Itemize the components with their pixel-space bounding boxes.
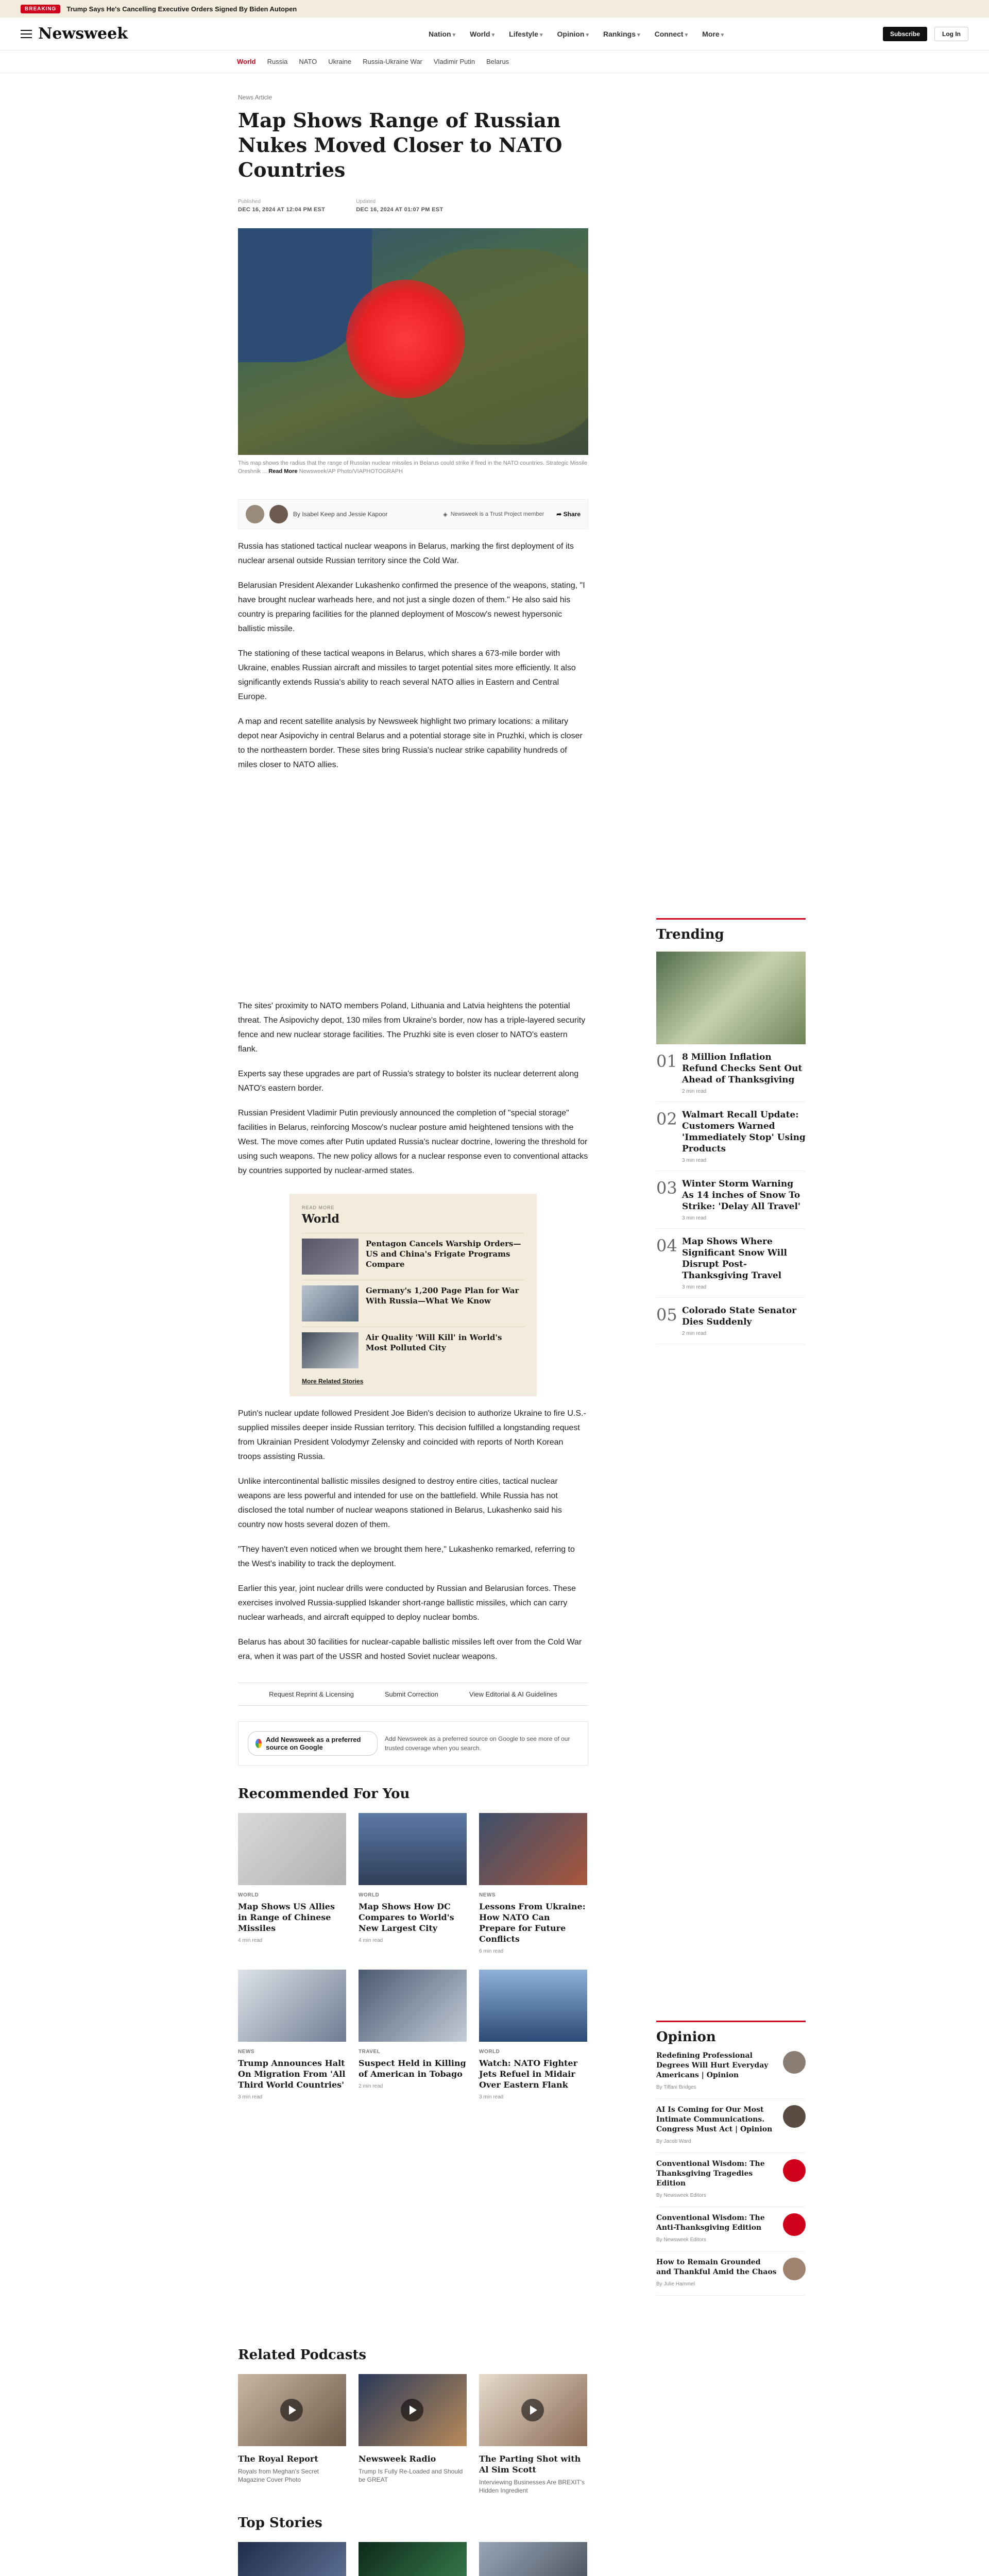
play-icon[interactable] bbox=[280, 2399, 303, 2421]
nav-nation[interactable]: Nation ▾ bbox=[429, 30, 455, 38]
related-thumbnail[interactable] bbox=[302, 1285, 359, 1321]
breaking-alert-bar[interactable] bbox=[0, 0, 989, 18]
card-thumbnail[interactable] bbox=[479, 1970, 587, 2042]
nav-connect[interactable]: Connect ▾ bbox=[655, 30, 688, 38]
recommended-card[interactable]: NEWS Lessons From Ukraine: How NATO Can Prepare for Future Conflicts 6 min read bbox=[479, 1813, 587, 1954]
hero-caption: This map shows the radius that the range of Russian nuclear missiles in Belarus could strike if fired in the NATO countries. Strategic Missile Oreshnik ... Read More Newsweek/AP Photo/VIAPHOTOGRAPH bbox=[238, 460, 588, 474]
related-label: READ MORE bbox=[302, 1205, 335, 1210]
published-label: Published bbox=[238, 199, 261, 205]
shield-icon: ◈ bbox=[443, 511, 448, 518]
related-item[interactable]: Pentagon Cancels Warship Orders—US and China's Frigate Programs Compare bbox=[302, 1233, 524, 1280]
subnav-russia[interactable]: Russia bbox=[267, 58, 288, 65]
podcast-thumbnail[interactable] bbox=[359, 2374, 467, 2446]
article-paragraph: "They haven't even noticed when we brought them here," Lukashenko remarked, referring to the West's inability to track the deployment. bbox=[238, 1545, 575, 1568]
google-icon bbox=[255, 1739, 262, 1748]
byline-bar bbox=[238, 499, 588, 529]
photo-credit: Newsweek/AP Photo/VIAPHOTOGRAPH bbox=[299, 468, 403, 474]
article-paragraph: Russian President Vladimir Putin previously announced the completion of "special storage" facilities in Belarus, reinforcing Moscow's nuclear posture amid heightened tensions with the West. The move comes after Putin updated Russia's nuclear doctrine, lowering the threshold for using such weapons. The new policy allows for a nuclear response even to conventional attacks by countries supported by nuclear-armed states. bbox=[238, 1109, 588, 1175]
trending-item[interactable]: 02 Walmart Recall Update: Customers Warned 'Immediately Stop' Using Products 3 min read bbox=[656, 1102, 806, 1171]
opinion-item[interactable]: How to Remain Grounded and Thankful Amid the Chaos By Julie Hammel bbox=[656, 2251, 806, 2296]
trending-title: Trending bbox=[656, 918, 806, 942]
card-thumbnail[interactable] bbox=[238, 1813, 346, 1885]
story-card[interactable] bbox=[238, 2542, 346, 2576]
podcasts-section bbox=[238, 2347, 588, 2495]
nav-opinion[interactable]: Opinion ▾ bbox=[557, 30, 589, 38]
recommended-card[interactable]: WORLD Watch: NATO Fighter Jets Refuel in Midair Over Eastern Flank 3 min read bbox=[479, 1970, 587, 2100]
story-card[interactable] bbox=[479, 2542, 587, 2576]
story-card[interactable] bbox=[359, 2542, 467, 2576]
opinion-item[interactable]: Redefining Professional Degrees Will Hurt Everyday Americans | Opinion By Tiffani Bridges bbox=[656, 2045, 806, 2099]
correction-link[interactable]: Submit Correction bbox=[384, 1690, 438, 1698]
related-stories-box bbox=[289, 1194, 537, 1396]
opinion-item[interactable]: Conventional Wisdom: The Anti-Thanksgiving Edition By Newsweek Editors bbox=[656, 2207, 806, 2251]
trust-project-badge[interactable]: ◈ Newsweek is a Trust Project member bbox=[443, 511, 544, 518]
subnav-russia-ukraine-war[interactable]: Russia-Ukraine War bbox=[363, 58, 422, 65]
nav-rankings[interactable]: Rankings ▾ bbox=[603, 30, 640, 38]
ad-slot bbox=[238, 772, 588, 989]
podcast-card[interactable]: Newsweek Radio Trump Is Fully Re-Loaded and Should be GREAT bbox=[359, 2374, 467, 2495]
play-icon[interactable] bbox=[521, 2399, 544, 2421]
trending-item[interactable]: 01 8 Million Inflation Refund Checks Sent Out Ahead of Thanksgiving 2 min read bbox=[656, 1044, 806, 1102]
newsweek-logo-icon[interactable] bbox=[783, 2213, 806, 2236]
related-thumbnail[interactable] bbox=[302, 1239, 359, 1275]
more-related-link[interactable]: More Related Stories bbox=[302, 1378, 364, 1385]
article-paragraph: Putin's nuclear update followed President Joe Biden's decision to authorize Ukraine to fire U.S.-supplied missiles deeper inside Russian territory. This decision fulfilled a longstanding request from Ukrainian President Volodymyr Zelensky and coincided with reports of North Korean troops assisting Russia. bbox=[238, 1409, 586, 1461]
updated-label: Updated bbox=[356, 199, 376, 205]
subnav-ukraine[interactable]: Ukraine bbox=[328, 58, 352, 65]
google-preferred-text: Add Newsweek as a preferred source on Google to see more of our trusted coverage when you search. bbox=[384, 1735, 570, 1752]
recommended-card[interactable]: NEWS Trump Announces Halt On Migration From 'All Third World Countries' 3 min read bbox=[238, 1970, 346, 2100]
card-thumbnail[interactable] bbox=[238, 1970, 346, 2042]
byline-text[interactable]: By Isabel Keep and Jessie Kapoor bbox=[293, 511, 388, 518]
subnav-world[interactable]: World bbox=[237, 58, 256, 65]
logo-text[interactable]: Newsweek bbox=[38, 25, 128, 43]
article-headline: Map Shows Range of Russian Nukes Moved Closer to NATO Countries bbox=[238, 109, 562, 181]
subnav-vladimir-putin[interactable]: Vladimir Putin bbox=[433, 58, 475, 65]
card-thumbnail[interactable] bbox=[359, 1970, 467, 2042]
podcast-card[interactable]: The Royal Report Royals from Meghan's Secret Magazine Cover Photo bbox=[238, 2374, 346, 2495]
recommended-section bbox=[238, 1786, 588, 2100]
related-title[interactable]: World bbox=[302, 1212, 339, 1226]
trending-item[interactable]: 03 Winter Storm Warning As 14 inches of Snow To Strike: 'Delay All Travel' 3 min read bbox=[656, 1171, 806, 1229]
site-logo[interactable] bbox=[21, 25, 128, 43]
trending-item[interactable]: 04 Map Shows Where Significant Snow Will Disrupt Post-Thanksgiving Travel 3 min read bbox=[656, 1229, 806, 1298]
login-button[interactable]: Log In bbox=[934, 27, 968, 41]
podcast-thumbnail[interactable] bbox=[479, 2374, 587, 2446]
play-icon[interactable] bbox=[401, 2399, 423, 2421]
author-avatar[interactable] bbox=[783, 2105, 806, 2128]
article-paragraph: The stationing of these tactical weapons in Belarus, which shares a 673-mile border with Ukraine, enables Russian aircraft and missiles to target potential sites more efficiently. It also significantly extends Russia's ability to reach several NATO allies in Eastern and Central Europe. bbox=[238, 649, 576, 701]
nav-world[interactable]: World ▾ bbox=[470, 30, 494, 38]
published-date: DEC 16, 2024 AT 12:04 PM EST bbox=[238, 207, 326, 213]
google-preferred-source-box bbox=[238, 1721, 588, 1766]
opinion-item[interactable]: AI Is Coming for Our Most Intimate Communications. Congress Must Act | Opinion By Jacob Ward bbox=[656, 2099, 806, 2153]
author-avatar[interactable] bbox=[783, 2051, 806, 2074]
newsweek-logo-icon[interactable] bbox=[783, 2159, 806, 2182]
trending-item[interactable]: 05 Colorado State Senator Dies Suddenly 2 min read bbox=[656, 1298, 806, 1344]
article-paragraph: Russia has stationed tactical nuclear weapons in Belarus, marking the first deployment of its nuclear arsenal outside Russian territory since the Cold War. bbox=[238, 542, 574, 565]
top-stories-title: Top Stories bbox=[238, 2515, 322, 2531]
author-avatar[interactable] bbox=[269, 505, 288, 523]
article-actions bbox=[238, 1683, 588, 1706]
site-header bbox=[0, 18, 989, 50]
recommended-card[interactable]: TRAVEL Suspect Held in Killing of American in Tobago 2 min read bbox=[359, 1970, 467, 2100]
recommended-card[interactable]: WORLD Map Shows How DC Compares to World's New Largest City 4 min read bbox=[359, 1813, 467, 1954]
opinion-sidebar bbox=[656, 2021, 806, 2296]
card-thumbnail[interactable] bbox=[359, 2542, 467, 2576]
nav-lifestyle[interactable]: Lifestyle ▾ bbox=[509, 30, 542, 38]
share-icon: ➦ bbox=[556, 511, 564, 518]
card-thumbnail[interactable] bbox=[479, 2542, 587, 2576]
nav-more[interactable]: More ▾ bbox=[702, 30, 724, 38]
article-type-label: News Article bbox=[238, 94, 272, 101]
subscribe-button[interactable]: Subscribe bbox=[883, 27, 927, 41]
podcast-card[interactable]: The Parting Shot with Al Sim Scott Interviewing Businesses Are BREXIT's Hidden Ingredient bbox=[479, 2374, 587, 2495]
google-preferred-button[interactable]: Add Newsweek as a preferred source on Google bbox=[248, 1731, 378, 1756]
podcast-thumbnail[interactable] bbox=[238, 2374, 346, 2446]
recommended-card[interactable]: WORLD Map Shows US Allies in Range of Chinese Missiles 4 min read bbox=[238, 1813, 346, 1954]
breaking-pill: BREAKING bbox=[21, 5, 60, 13]
article-paragraph: The sites' proximity to NATO members Poland, Lithuania and Latvia heightens the potential threat. The Asipovichy depot, 130 miles from Ukraine's border, now has a triple-layered security fence and new nuclear storage facilities. The Pruzhki site is even closer to NATO's eastern flank. bbox=[238, 1002, 586, 1054]
article bbox=[238, 94, 588, 2576]
subnav-nato[interactable]: NATO bbox=[299, 58, 317, 65]
missile-range-circle bbox=[346, 280, 465, 398]
author-avatar[interactable] bbox=[246, 505, 264, 523]
trending-sidebar bbox=[656, 918, 806, 1344]
article-paragraph: Earlier this year, joint nuclear drills were conducted by Russian and Belarusian forces. These exercises involved Russia-supplied Iskander short-range ballistic missiles, which can carry nuclear warheads, and aircraft equipped to deploy nuclear bombs. bbox=[238, 1584, 576, 1622]
author-avatar[interactable] bbox=[783, 2258, 806, 2280]
related-thumbnail[interactable] bbox=[302, 1332, 359, 1368]
article-dates bbox=[238, 199, 588, 213]
updated-date: DEC 16, 2024 AT 01:07 PM EST bbox=[356, 207, 444, 213]
share-button[interactable]: ➦ Share bbox=[556, 511, 581, 518]
top-stories-section bbox=[238, 2515, 588, 2576]
article-paragraph: Experts say these upgrades are part of Russia's strategy to bolster its nuclear deterrent along NATO's eastern border. bbox=[238, 1070, 579, 1093]
breaking-text[interactable]: Trump Says He's Cancelling Executive Orders Signed By Biden Autopen bbox=[66, 5, 297, 13]
read-more-link[interactable]: Read More bbox=[268, 468, 298, 474]
opinion-item[interactable]: Conventional Wisdom: The Thanksgiving Tragedies Edition By Newsweek Editors bbox=[656, 2153, 806, 2207]
guidelines-link[interactable]: View Editorial & AI Guidelines bbox=[469, 1690, 557, 1698]
menu-icon[interactable] bbox=[21, 30, 32, 38]
subnav-belarus[interactable]: Belarus bbox=[486, 58, 509, 65]
trending-image[interactable] bbox=[656, 952, 806, 1044]
related-item[interactable]: Germany's 1,200 Page Plan for War With Russia—What We Know bbox=[302, 1280, 524, 1327]
article-paragraph: Belarusian President Alexander Lukashenko confirmed the presence of the weapons, stating, "I have brought nuclear warheads here, and not just a single dozen of them." He also said his country is preparing facilities for the planned deployment of Moscow's newest hypersonic ballistic missile. bbox=[238, 581, 585, 633]
related-item[interactable]: Air Quality 'Will Kill' in World's Most Polluted City bbox=[302, 1327, 524, 1374]
article-paragraph: A map and recent satellite analysis by Newsweek highlight two primary locations: a military depot near Asipovichy in central Belarus and a potential storage site in Pruzhki, which is closer to the northeastern border. These sites bring Russia's nuclear strike capability hundreds of miles closer to NATO allies. bbox=[238, 717, 583, 769]
article-paragraph: Unlike intercontinental ballistic missiles designed to destroy entire cities, tactical nuclear weapons are less powerful and intended for use on the battlefield. While Russia has not disclosed the total number of nuclear weapons stationed in Belarus, Lukashenko said his country now hosts several dozen of them. bbox=[238, 1477, 562, 1529]
article-paragraph: Belarus has about 30 facilities for nuclear-capable ballistic missiles left over from the Cold War era, when it was part of the USSR and hosted Soviet nuclear weapons. bbox=[238, 1638, 582, 1661]
reprint-link[interactable]: Request Reprint & Licensing bbox=[269, 1690, 354, 1698]
page-body bbox=[0, 73, 989, 2576]
card-thumbnail[interactable] bbox=[238, 2542, 346, 2576]
card-thumbnail[interactable] bbox=[479, 1813, 587, 1885]
topic-subnav bbox=[0, 50, 989, 73]
hero-map-image[interactable] bbox=[238, 228, 588, 455]
podcasts-title: Related Podcasts bbox=[238, 2347, 366, 2363]
recommended-title: Recommended For You bbox=[238, 1786, 410, 1802]
opinion-title: Opinion bbox=[656, 2021, 806, 2045]
main-nav bbox=[429, 30, 724, 38]
card-thumbnail[interactable] bbox=[359, 1813, 467, 1885]
